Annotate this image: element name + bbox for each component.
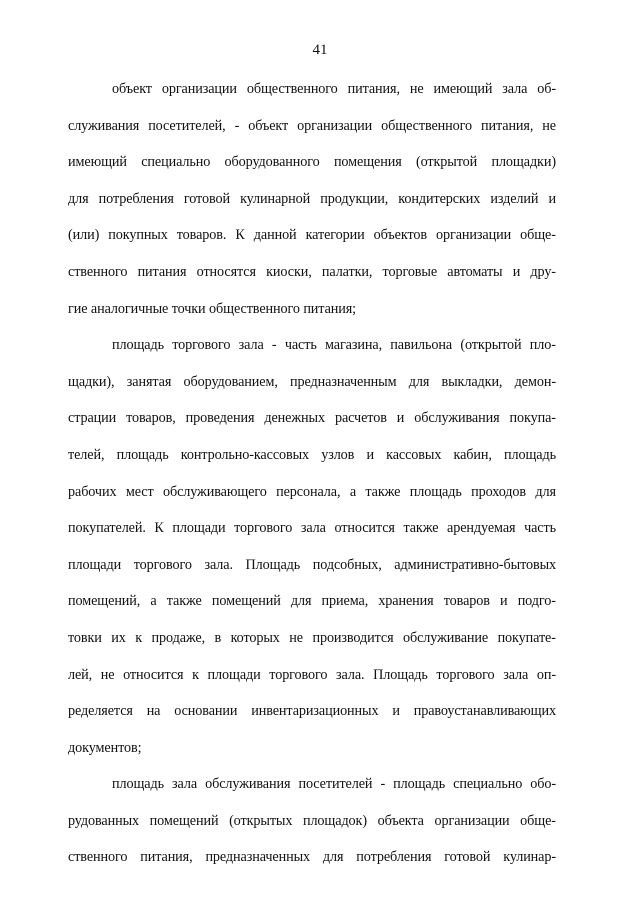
word: зала <box>172 776 198 793</box>
text-line <box>68 514 556 551</box>
word: к <box>135 629 143 646</box>
word: К <box>154 520 164 537</box>
word: денежных <box>264 410 325 427</box>
word: площади <box>68 556 122 573</box>
text-line <box>68 770 556 807</box>
text-line <box>68 734 556 771</box>
word: помещений <box>211 593 281 610</box>
word: предназначенным <box>290 373 397 390</box>
text-line <box>68 843 556 880</box>
word: покупных <box>108 227 168 244</box>
word: продаже, <box>151 629 206 646</box>
word: оп- <box>536 666 556 683</box>
word: проведения <box>185 410 255 427</box>
word: потребления <box>98 190 174 207</box>
word: торгового <box>172 337 231 354</box>
word: - <box>271 337 277 354</box>
word: предназначенных <box>205 849 311 866</box>
word: телей, <box>68 446 105 463</box>
word: лей, <box>68 666 93 683</box>
word: организации <box>436 227 512 244</box>
word: (открытых <box>229 812 293 829</box>
word: гие <box>68 300 88 317</box>
word: ственного <box>68 849 128 866</box>
word: для <box>535 483 556 500</box>
word: объектов <box>373 227 427 244</box>
word: покупа- <box>509 410 556 427</box>
text-line <box>68 441 556 478</box>
word: административно-бытовых <box>394 556 556 573</box>
text-line <box>68 478 556 515</box>
text-line <box>68 551 556 588</box>
word: Площадь <box>373 666 428 683</box>
word: специально <box>141 154 211 171</box>
word: товаров, <box>126 410 176 427</box>
text-line <box>68 368 556 405</box>
text-line <box>68 697 556 734</box>
word: товаров <box>443 593 490 610</box>
word: дру- <box>530 263 556 280</box>
word: а <box>349 483 357 500</box>
word: категории <box>305 227 365 244</box>
word: щадки), <box>68 373 115 390</box>
word: зала <box>502 81 528 97</box>
word: производится <box>312 629 394 646</box>
word: обслуживания <box>414 410 500 427</box>
word: на <box>146 703 161 720</box>
word: часть <box>524 520 556 537</box>
word: площадь <box>393 776 446 793</box>
word: мест <box>125 483 154 500</box>
text-line <box>68 624 556 661</box>
word: обо- <box>530 776 556 793</box>
word: приема, <box>321 593 369 610</box>
word: общественного <box>381 117 472 134</box>
word: магазина, <box>324 337 383 354</box>
word: покупателей. <box>68 520 146 537</box>
word: относится <box>123 666 184 683</box>
word: не <box>409 81 424 97</box>
word: а <box>150 593 157 610</box>
word: обслуживание <box>403 629 489 646</box>
word: контрольно-кассовых <box>180 446 310 463</box>
word: торговые <box>382 263 438 280</box>
word: не <box>542 117 556 134</box>
word: (открытой <box>460 337 522 354</box>
word: ределяется <box>68 703 133 720</box>
word: площадок) <box>302 812 367 829</box>
word: торгового <box>133 556 192 573</box>
word: служивания <box>68 117 140 134</box>
text-line <box>68 258 556 295</box>
word: помещения <box>333 154 402 171</box>
word: занятая <box>126 373 172 390</box>
word: товки <box>68 629 102 646</box>
word: питания <box>137 263 187 280</box>
word: кулинарной <box>240 190 311 207</box>
word: обще- <box>520 812 556 829</box>
word: подго- <box>517 593 556 610</box>
word: питания, <box>480 117 534 134</box>
word: организации <box>297 117 373 134</box>
word: автоматы <box>447 263 503 280</box>
word: документов; <box>68 739 142 756</box>
word: точки <box>171 300 206 317</box>
text-line <box>68 587 556 624</box>
word: хранения <box>378 593 434 610</box>
word: демон- <box>514 373 556 390</box>
word: площадь <box>116 446 169 463</box>
word: и <box>396 410 405 427</box>
word: объект <box>112 81 152 97</box>
document-body <box>68 75 556 880</box>
word: инвентаризационных <box>251 703 379 720</box>
word: для <box>68 190 89 207</box>
word: кабин, <box>453 446 492 463</box>
word: питания; <box>303 300 357 317</box>
word: продукции, <box>320 190 389 207</box>
page-number: 41 <box>312 42 328 58</box>
word: покупате- <box>497 629 556 646</box>
word: павильона <box>390 337 453 354</box>
text-line <box>68 404 556 441</box>
word: оборудованного <box>224 154 320 171</box>
word: и <box>392 703 400 720</box>
word: подсобных, <box>312 556 382 573</box>
word: палатки, <box>321 263 373 280</box>
word: часть <box>284 337 317 354</box>
word: обслуживающего <box>162 483 267 500</box>
word: в <box>214 629 222 646</box>
word: общественного <box>209 300 300 317</box>
word: рабочих <box>68 483 117 500</box>
text-line <box>68 112 556 149</box>
word: пло- <box>529 337 556 354</box>
word: торгового <box>269 666 328 683</box>
word: площади <box>207 666 261 683</box>
word: относится <box>334 520 395 537</box>
word: к <box>192 666 199 683</box>
text-line <box>68 661 556 698</box>
word: кулинар- <box>503 849 556 866</box>
word: проходов <box>471 483 526 500</box>
word: также <box>166 593 202 610</box>
text-line <box>68 221 556 258</box>
word: для <box>408 373 430 390</box>
word: персонала, <box>276 483 341 500</box>
word: относятся <box>196 263 256 280</box>
text-line <box>68 807 556 844</box>
word: готовой <box>444 849 491 866</box>
word: страции <box>68 410 117 427</box>
word: посетителей <box>298 776 373 793</box>
word: площадь <box>112 776 164 793</box>
word: помещений, <box>68 593 141 610</box>
word: товаров. <box>176 227 227 244</box>
word: арендуемая <box>447 520 516 537</box>
word: основании <box>174 703 238 720</box>
word: выкладки, <box>441 373 503 390</box>
word: кассовых <box>386 446 442 463</box>
word: и <box>500 593 508 610</box>
word: площадь <box>504 446 556 463</box>
word: зала. <box>336 666 365 683</box>
word: аналогичные <box>90 300 169 317</box>
word: - <box>234 117 240 134</box>
word: правоустанавливающих <box>413 703 556 720</box>
text-line <box>68 148 556 185</box>
word: также <box>365 483 401 500</box>
word: оборудованием, <box>183 373 278 390</box>
word: питания, <box>140 849 193 866</box>
word: также <box>403 520 439 537</box>
word: площадь <box>409 483 462 500</box>
word: их <box>111 629 126 646</box>
word: специально <box>453 776 523 793</box>
word: и <box>512 263 521 280</box>
word: объект <box>248 117 289 134</box>
word: и <box>548 190 556 207</box>
word: узлов <box>321 446 355 463</box>
word: имеющий <box>433 81 493 97</box>
word: ственного <box>68 263 128 280</box>
word: рудованных <box>68 812 140 829</box>
word: организации <box>161 81 237 97</box>
word: расчетов <box>334 410 387 427</box>
word: организации <box>434 812 510 829</box>
word: зала. <box>204 556 233 573</box>
word: не <box>100 666 115 683</box>
text-line <box>68 75 556 112</box>
word: для <box>290 593 312 610</box>
word: изделий <box>490 190 539 207</box>
word: торгового <box>436 666 495 683</box>
word: и <box>366 446 374 463</box>
word: торгового <box>234 520 293 537</box>
word: не <box>289 629 303 646</box>
word: площадки) <box>491 154 556 171</box>
word: готовой <box>183 190 230 207</box>
word: объекта <box>377 812 424 829</box>
word: обслуживания <box>205 776 291 793</box>
word: обще- <box>520 227 556 244</box>
word: данной <box>253 227 297 244</box>
word: зала <box>238 337 264 354</box>
word: - <box>380 776 386 793</box>
word: которых <box>230 629 280 646</box>
word: (открытой <box>415 154 478 171</box>
word: имеющий <box>68 154 127 171</box>
word: зала <box>503 666 529 683</box>
word: Площадь <box>245 556 301 573</box>
text-line <box>68 295 556 332</box>
text-line <box>68 185 556 222</box>
word: кондитерских <box>398 190 481 207</box>
text-line <box>68 331 556 368</box>
word: об- <box>537 81 556 97</box>
word: К <box>235 227 245 244</box>
word: общественного <box>246 81 338 97</box>
word: посетителей, <box>148 117 226 134</box>
word: питания, <box>347 81 400 97</box>
word: помещений <box>149 812 219 829</box>
word: потребления <box>356 849 432 866</box>
word: площадь <box>112 337 164 354</box>
word: для <box>322 849 344 866</box>
word: (или) <box>68 227 100 244</box>
word: зала <box>300 520 326 537</box>
word: киоски, <box>266 263 312 280</box>
word: площади <box>172 520 226 537</box>
